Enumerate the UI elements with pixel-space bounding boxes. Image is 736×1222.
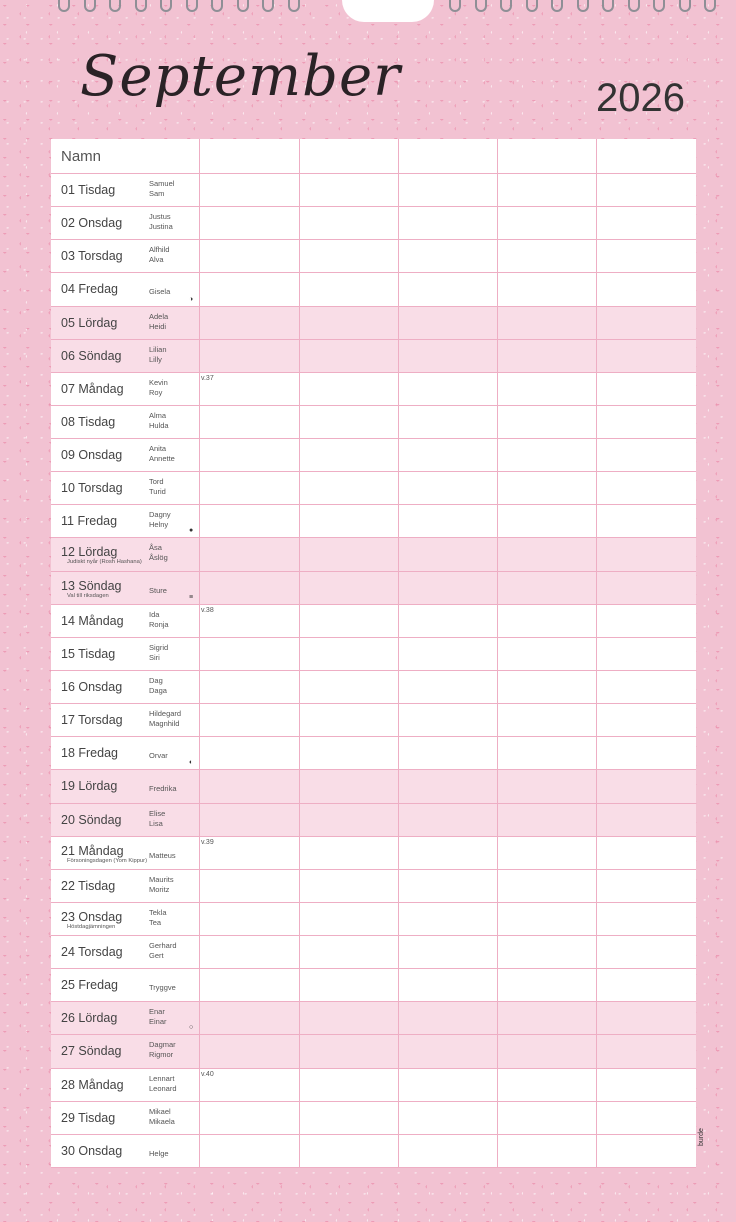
binding-ring xyxy=(160,0,172,12)
binding-ring xyxy=(653,0,665,12)
name-day: Ida xyxy=(149,609,160,619)
name-day: Sam xyxy=(149,189,165,198)
day-row xyxy=(51,373,696,406)
name-day: Heidi xyxy=(149,321,167,331)
hanger-cutout xyxy=(342,0,434,22)
day-row xyxy=(51,406,696,439)
day-label: 13 Söndag xyxy=(61,578,122,593)
name-day: Rigmor xyxy=(149,1050,174,1060)
name-column-header: Namn xyxy=(61,148,102,165)
name-day: Kevin xyxy=(149,377,168,387)
name-day: Mikael xyxy=(149,1106,171,1116)
day-row xyxy=(51,240,696,273)
day-label: 22 Tisdag xyxy=(61,878,116,893)
name-day: Alma xyxy=(149,410,167,420)
column-divider xyxy=(596,139,597,1168)
day-label: 26 Lördag xyxy=(61,1011,118,1026)
full-moon-icon: ● xyxy=(189,527,194,535)
name-days xyxy=(149,875,174,895)
name-day: Justina xyxy=(149,222,173,232)
name-day: Gerhard xyxy=(149,941,177,951)
name-day: Mikaela xyxy=(149,1116,175,1126)
name-days xyxy=(149,908,167,928)
year-label: 2026 xyxy=(596,76,685,120)
day-row xyxy=(51,737,696,770)
name-day: Lilian xyxy=(149,344,167,354)
name-day: Justus xyxy=(149,212,171,222)
name-days xyxy=(149,1149,169,1159)
name-days xyxy=(149,543,168,563)
holiday-label: Höstdagjämningen xyxy=(67,923,116,930)
column-divider xyxy=(199,139,200,1168)
day-label: 16 Onsdag xyxy=(61,680,123,694)
name-day: Enar xyxy=(149,1007,165,1017)
binding-ring xyxy=(475,0,487,12)
calendar-grid xyxy=(51,139,696,1168)
name-days xyxy=(149,287,170,297)
day-row xyxy=(51,538,696,571)
half-moon-icon: ◑ xyxy=(189,295,194,303)
day-row xyxy=(51,472,696,505)
name-days xyxy=(149,477,166,497)
name-day: Helge xyxy=(149,1148,169,1158)
binding-ring xyxy=(211,0,223,12)
name-days xyxy=(149,345,167,365)
new-moon-icon: ○ xyxy=(189,1024,194,1032)
name-days xyxy=(149,751,168,761)
day-label: 09 Onsdag xyxy=(61,448,123,463)
day-label: 17 Torsdag xyxy=(61,713,123,728)
day-row xyxy=(51,804,696,837)
binding-ring xyxy=(109,0,121,12)
name-day: Leonard xyxy=(149,1083,177,1093)
name-day: Matteus xyxy=(149,850,176,860)
day-label: 25 Fredag xyxy=(61,978,118,993)
day-label: 11 Fredag xyxy=(61,514,118,529)
day-label: 18 Fredag xyxy=(61,746,118,761)
day-label: 19 Lördag xyxy=(61,779,118,794)
day-label: 01 Tisdag xyxy=(61,183,116,197)
name-day: Maurits xyxy=(149,874,174,884)
day-label: 03 Torsdag xyxy=(61,249,123,264)
name-day: Daga xyxy=(149,686,167,695)
day-label: 24 Torsdag xyxy=(61,945,123,960)
name-day: Dagmar xyxy=(149,1040,176,1050)
week-number: v.37 xyxy=(201,374,214,382)
day-row xyxy=(51,605,696,638)
name-day: Elise xyxy=(149,808,166,818)
name-day: Orvar xyxy=(149,751,168,761)
day-label: 14 Måndag xyxy=(61,613,124,628)
day-row xyxy=(51,207,696,240)
name-days xyxy=(149,610,169,630)
name-days xyxy=(149,586,167,596)
day-row xyxy=(51,1035,696,1068)
binding-ring xyxy=(577,0,589,12)
day-row xyxy=(51,936,696,969)
binding-ring xyxy=(679,0,691,12)
name-day: Lennart xyxy=(149,1073,175,1083)
name-day: Samuel xyxy=(149,179,175,188)
binding-ring xyxy=(526,0,538,12)
name-days xyxy=(149,941,177,961)
holiday-label: Val till riksdagen xyxy=(67,592,109,599)
day-row xyxy=(51,307,696,340)
name-days xyxy=(149,444,175,464)
day-row xyxy=(51,903,696,936)
name-day: Alfhild xyxy=(149,245,170,255)
name-days xyxy=(149,1074,177,1094)
binding-ring xyxy=(449,0,461,12)
day-label: 02 Onsdag xyxy=(61,216,123,231)
day-row xyxy=(51,505,696,538)
name-days xyxy=(149,411,169,431)
name-day: Lilly xyxy=(149,354,162,364)
name-day: Einar xyxy=(149,1017,167,1027)
name-day: Hildegard xyxy=(149,709,182,719)
name-days xyxy=(149,212,173,232)
column-divider xyxy=(299,139,300,1168)
brand-label: burde xyxy=(698,1128,705,1146)
binding-ring xyxy=(84,0,96,12)
day-row xyxy=(51,969,696,1002)
binding-ring xyxy=(262,0,274,12)
day-row xyxy=(51,837,696,870)
name-days xyxy=(149,983,176,993)
binding-ring xyxy=(628,0,640,12)
name-day: Ronja xyxy=(149,619,169,629)
name-days xyxy=(149,643,168,663)
header-row xyxy=(51,139,696,174)
name-day: Hulda xyxy=(149,420,169,430)
name-day: Anita xyxy=(149,444,167,454)
name-day: Turid xyxy=(149,487,166,497)
name-days xyxy=(149,676,167,696)
name-days xyxy=(149,245,169,265)
name-day: Dagny xyxy=(149,510,171,520)
day-label: 10 Torsdag xyxy=(61,481,123,496)
day-row xyxy=(51,1135,696,1168)
week-number: v.38 xyxy=(201,606,214,614)
day-row xyxy=(51,174,696,207)
name-day: Adela xyxy=(149,311,169,321)
day-row xyxy=(51,572,696,605)
week-number: v.40 xyxy=(201,1070,214,1078)
binding-ring xyxy=(551,0,563,12)
name-day: Lisa xyxy=(149,818,163,828)
name-days xyxy=(149,1040,176,1060)
day-label: 05 Lördag xyxy=(61,315,118,330)
name-day: Åsa xyxy=(149,543,162,553)
name-day: Dag xyxy=(149,676,163,685)
name-day: Alva xyxy=(149,255,164,265)
name-day: Siri xyxy=(149,652,160,662)
name-day: Sigrid xyxy=(149,642,169,652)
binding-ring xyxy=(135,0,147,12)
name-days xyxy=(149,378,168,398)
day-row xyxy=(51,870,696,903)
day-row xyxy=(51,770,696,803)
day-label: 15 Tisdag xyxy=(61,646,116,661)
name-day: Moritz xyxy=(149,884,170,894)
name-days xyxy=(149,784,177,794)
column-divider xyxy=(398,139,399,1168)
binding-ring xyxy=(288,0,300,12)
day-label: 30 Onsdag xyxy=(61,1143,123,1158)
name-days xyxy=(149,809,165,829)
month-title: September xyxy=(80,44,401,109)
name-day: Tryggve xyxy=(149,983,176,993)
day-label: 27 Söndag xyxy=(61,1044,122,1059)
day-row xyxy=(51,439,696,472)
name-days xyxy=(149,709,181,729)
day-row xyxy=(51,671,696,704)
day-label: 21 Måndag xyxy=(61,843,124,858)
week-number: v.39 xyxy=(201,838,214,846)
day-label: 04 Fredag xyxy=(61,282,118,297)
name-days xyxy=(149,1107,175,1127)
day-label: 20 Söndag xyxy=(61,812,122,827)
name-day: Annette xyxy=(149,454,175,464)
binding-ring xyxy=(58,0,70,12)
day-row xyxy=(51,1069,696,1102)
name-day: Åslög xyxy=(149,553,168,563)
binding-ring xyxy=(602,0,614,12)
name-days xyxy=(149,1007,167,1027)
binding-ring xyxy=(500,0,512,12)
day-label: 23 Onsdag xyxy=(61,909,123,924)
name-days xyxy=(149,179,174,199)
day-row xyxy=(51,340,696,373)
name-day: Sture xyxy=(149,585,167,595)
binding-ring xyxy=(186,0,198,12)
binding-ring xyxy=(237,0,249,12)
day-row xyxy=(51,704,696,737)
name-day: Helny xyxy=(149,520,169,530)
day-label: 07 Måndag xyxy=(61,381,124,396)
name-days xyxy=(149,510,171,530)
column-divider xyxy=(497,139,498,1168)
name-day: Gert xyxy=(149,951,164,961)
name-day: Gisela xyxy=(149,287,171,297)
name-day: Magnhild xyxy=(149,719,180,729)
day-row xyxy=(51,273,696,306)
half-moon-icon: ◐ xyxy=(189,759,194,767)
name-day: Tekla xyxy=(149,907,167,917)
name-days xyxy=(149,851,176,861)
binding-ring xyxy=(704,0,716,12)
name-day: Tord xyxy=(149,477,164,487)
flag-icon: ≡ xyxy=(189,593,194,601)
day-row xyxy=(51,1002,696,1035)
day-row xyxy=(51,1102,696,1135)
name-days xyxy=(149,312,168,332)
name-day: Fredrika xyxy=(149,784,177,794)
day-label: 12 Lördag xyxy=(61,545,118,560)
day-label: 29 Tisdag xyxy=(61,1110,116,1125)
day-label: 28 Måndag xyxy=(61,1077,124,1092)
name-day: Tea xyxy=(149,917,162,927)
name-day: Roy xyxy=(149,387,163,397)
holiday-label: Judiskt nyår (Rosh Hashana) xyxy=(67,559,142,566)
day-label: 06 Söndag xyxy=(61,348,122,363)
day-row xyxy=(51,638,696,671)
holiday-label: Försoningsdagen (Yom Kippur) xyxy=(67,857,148,864)
day-label: 08 Tisdag xyxy=(61,414,116,429)
